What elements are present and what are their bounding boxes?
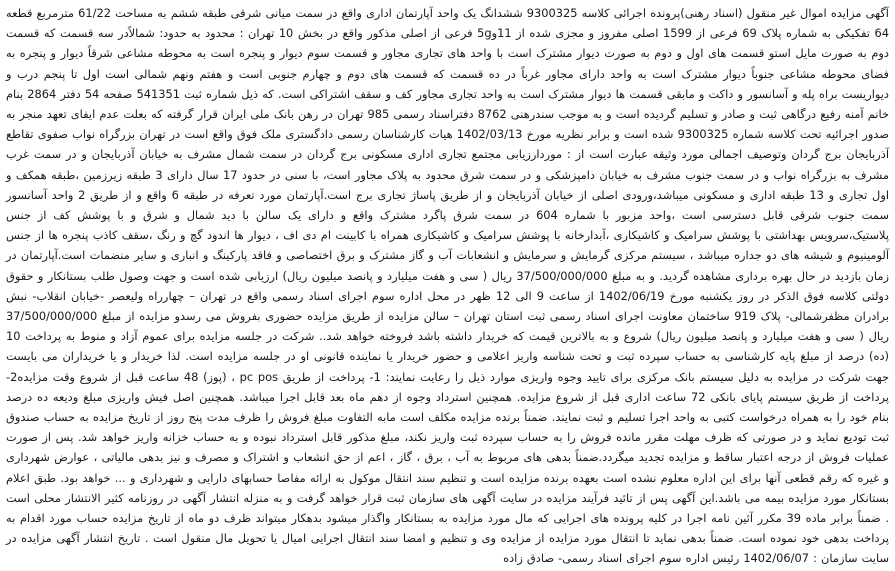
auction-notice-text: آگهی مزایده اموال غیر منقول (اسناد رهنی)پرونده اجرائی کلاسه 9300325 ششدانگ یک واحد آپارتمان اداری واقع در سمت میانی شرقی طبقه ششم به مساحت 61/22 مترمربع قطعه 64 تفکیکی به شماره پلاک 69 فرعی از 1599 اصلی مفروز و مجزی شده از 11و5g فرعی از اصلی مذکور واقع در بخش 10 تهران : محدود به حدود: شمالاًدر سه قسمت که قسمت دوم به صورت مایل استو قسمت های اول و دوم به صورت دیوار مشترک است با واحد های تجاری مجاور و قسمت سوم دیوار و پنجره است به محوطه مشاعی شرقاً دیوار و پنجره به فضای محوطه مشاعی جنوباً دیوار مشترک است به واحد دارای مجاور غرباً در ده قسمت که قسمت های دوم و چهارم جنوبی است و هفتم ونهم شمالی است اول تا پنجم درب و دیواریست براه پله و آسانسور و داکت و مابقی قسمت ها دیوار مشترک است به واحد تجاری مجاور کف و سقف اشتراکی است. که ذیل شماره ثبت 541351 صفحه 54 دفتر 2864 بنام خانم آمنه رفیع درگاهی ثبت و صادر و تسلیم گردیده است و به موجب سندرهنی 8762 دفتراسناد رسمی 985 تهران در رهن بانک ملی ایران قرار گرفته که بعلت عدم ایفای تعهد منجر به صدور اجرائیه تحت کلاسه شماره 9300325 شده است و برابر نظریه مورخ 1402/03/13 هیات کارشناسان رسمی دادگستری ملک فوق واقع است در تهران بزرگراه نواب صفوی تقاطع آذربایجان برج گردان وتوصیف اجمالی مورد وثیقه عبارت است از : موردارزیابی مجتمع تجاری اداری مسکونی برج گردان در سمت شمال مشرف به خیابان آذربایجان و در سمت غرب مشرف به بزرگراه نواب و در سمت جنوب مشرف به خیابان دامپزشکی و در سمت شرق محدود به پلاک مجاور است، با سنی در حدود 17 سال دارای 3 طبقه زیرزمین ،طبقه همکف و اول تجاری و 13 طبقه اداری و مسکونی میباشد،ورودی اصلی از خیابان آذربایجان و از طریق پاساژ تجاری برج است.آپارتمان مورد تعرفه در طبقه 6 واقع و از طریق 2 واحد آسانسور سمت جنوب شرقی قابل دسترسی است ،واحد مزبور با شماره 604 در سمت شرق پاگرد مشترک واقع و دارای یک سالن با دید شمال و شرق و با پوشش کف از جنس پلاستیک،سرویس بهداشتی با پوشش سرامیک و کاشیکاری ،آبدارخانه با پوشش سرامیک و کاشیکاری همراه با کابینت ام دی اف ، دیوار ها اندود گچ و رنگ ،سقف کاذب پنجره ها از جنس آلومینیوم و شیشه های دو جداره میباشد ، سیستم مرکزی گرمایش و سرمایش و انشعابات آب و گاز مشترک و برق اختصاصی و فاقد پارکینگ و انباری و سایر منضمات است.آپارتمان در زمان بازدید در حال بهره برداری مشاهده گردید. و به مبلغ 37/500/000/000 ریال ( سی و هفت میلیارد و پانصد میلیون ریال) ارزیابی شده است و جهت وصول طلب بستانکار و حقوق دولتی کلاسه فوق الذکر در روز یکشنبه مورخ 1402/06/19 از ساعت 9 الی 12 ظهر در محل اداره سوم اجرای اسناد رسمی واقع در تهران – چهارراه ولیعصر -خیابان انقلاب- نبش برادران مظفرشمالی- پلاک 919 ساختمان معاونت اجرای اسناد رسمی ثبت استان تهران – سالن مزایده از طریق مزایده حضوری بفروش می رسدو مزایده از مبلغ 37/500/000/000 ریال ( سی و هفت میلیارد و پانصد میلیون ریال) شروع و به بالاترین قیمت که خریدار داشته باشد فروخته خواهد شد.. شرکت در جلسه مزایده برای عموم آزاد و منوط به پرداخت 10 (ده) درصد از مبلغ پایه کارشناسی به حساب سپرده ثبت و تحت شناسه واریز اعلامی و حضور خریدار یا نماینده قانونی او در جلسه مزایده است. لذا خریدار و یا خریداران می بایست جهت شرکت در مزایده به دلیل سیستم بانک مرکزی برای تایید وجوه واریزی موارد ذیل را رعایت نمایند: 1- پرداخت از طریق pc pos ، (پوز) 48 ساعت قبل از شروع وقت مزایده2- پرداخت از طریق سیستم پایای بانکی 72 ساعت اداری قبل از شروع مزایده. همچنین استرداد وجوه از دهم ماه بعد قابل اجرا میباشد. همچنین اصل فیش واریزی مبلغ ودیعه ده درصد بنام خود را به همراه درخواست کتبی به واحد اجرا تسلیم و ثبت نمایند. ضمناً برنده مزایده مکلف است مابه التفاوت مبلغ فروش را ظرف مدت پنج روز از تاریخ مزایده به حساب صندوق ثبت تودیع نماید و در صورتی که ظرف مهلت مقرر مانده فروش را به حساب سپرده ثبت واریز نکند، مبلغ مذکور قابل استرداد نبوده و به حساب خزانه واریز خواهد شد. پس از صورت عملیات فروش از درجه اعتبار ساقط و مزایده تجدید میگردد.ضمناً بدهی های مربوط به آب ، برق ، گاز ، اعم از حق انشعاب و اشتراک و مصرف و نیز بدهی مالیاتی ، عوارض شهرداری و غیره که رقم قطعی آنها برای این اداره معلوم نشده است بعهده برنده مزایده است و تنظیم سند انتقال موکول به ارائه مفاصا حسابهای دارایی و شهرداری و ... خواهد بود. طبق اعلام بستانکار مورد مزایده بیمه می باشد.این آگهی پس از تائید فرآیند مزایده در سایت آگهی های سازمان ثبت قرار خواهد گرفت و به منزله انتشار آگهی در روزنامه کثیر الانتشار محلی است . ضمناً برابر ماده 39 مکرر آئین نامه اجرا در کلیه پرونده های اجرایی که مال مورد مزایده به بستانکار واگذار میشود بدهکار میتواند ظرف دو ماه از تاریخ مزایده حساب مورد اقدام به پرداخت بدهی خود نموده است. ضمناً بدهی نماید تا انتقال مورد مزایده از مزایده وی و تنظیم و امضا سند انتقال اجرایی امیال یا تحویل مال منقول است . تاریخ انتشار آگهی مزایده در سایت سازمان : 1402/06/07 رئیس اداره سوم اجرای اسناد رسمی- صادق زاده	[6, 6, 890, 566]
